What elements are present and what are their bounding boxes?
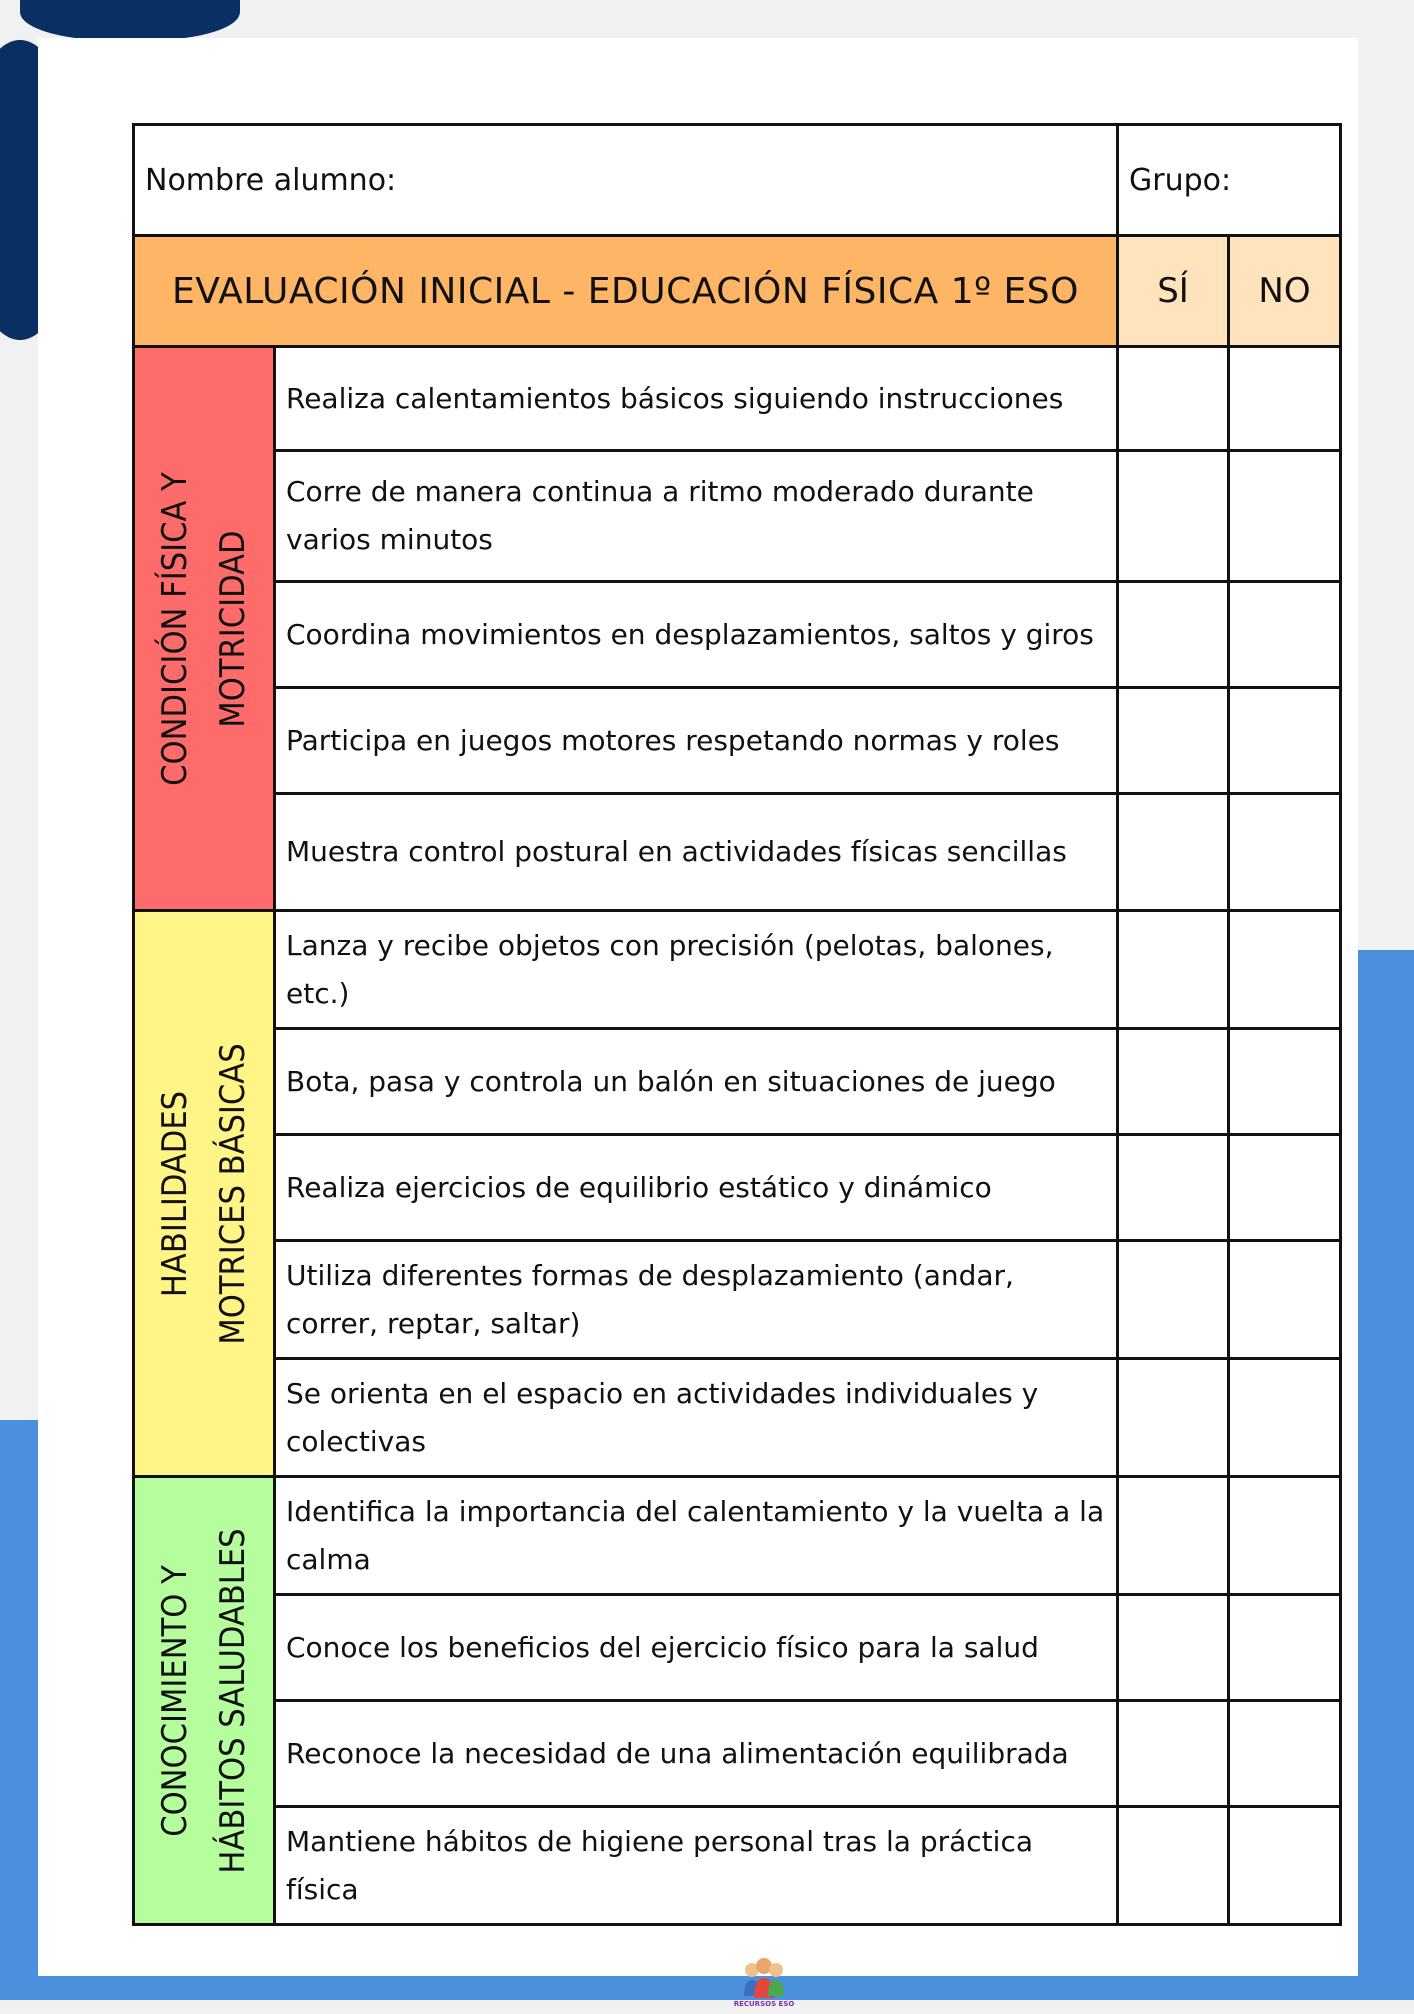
criterion-text: Conoce los beneficios del ejercicio físico para la salud xyxy=(275,1595,1118,1701)
criterion-text: Reconoce la necesidad de una alimentación equilibrada xyxy=(275,1701,1118,1807)
criterion-text: Mantiene hábitos de higiene personal tras la práctica física xyxy=(275,1807,1118,1925)
category-motor-skills xyxy=(134,911,275,1477)
category-label xyxy=(146,1528,262,1873)
student-info-row xyxy=(134,125,1341,236)
table-row xyxy=(134,794,1341,911)
yes-checkbox-cell[interactable] xyxy=(1118,1595,1229,1701)
category-label xyxy=(146,472,262,786)
no-checkbox-cell[interactable] xyxy=(1229,688,1341,794)
no-checkbox-cell[interactable] xyxy=(1229,1135,1341,1241)
yes-checkbox-cell[interactable] xyxy=(1118,1029,1229,1135)
category-label xyxy=(146,1043,262,1344)
category-label-line: MOTRICES BÁSICAS xyxy=(213,1042,253,1345)
student-name-label: Nombre alumno: xyxy=(145,162,397,198)
table-row xyxy=(134,1241,1341,1359)
category-healthy-habits xyxy=(134,1477,275,1925)
worksheet-page xyxy=(38,38,1358,2008)
no-checkbox-cell[interactable] xyxy=(1229,1029,1341,1135)
no-checkbox-cell[interactable] xyxy=(1229,911,1341,1029)
no-checkbox-cell[interactable] xyxy=(1229,1359,1341,1477)
criterion-text: Realiza calentamientos básicos siguiendo instrucciones xyxy=(275,347,1118,451)
criterion-text: Muestra control postural en actividades físicas sencillas xyxy=(275,794,1118,911)
yes-checkbox-cell[interactable] xyxy=(1118,1477,1229,1595)
yes-checkbox-cell[interactable] xyxy=(1118,688,1229,794)
recursos-eso-logo xyxy=(733,1956,795,2014)
ink-splash xyxy=(180,10,190,20)
category-label-line: CONOCIMIENTO Y xyxy=(155,1564,195,1837)
table-row xyxy=(134,911,1341,1029)
table-row xyxy=(134,1595,1341,1701)
table-row xyxy=(134,1029,1341,1135)
no-checkbox-cell[interactable] xyxy=(1229,582,1341,688)
no-checkbox-cell[interactable] xyxy=(1229,1241,1341,1359)
no-checkbox-cell[interactable] xyxy=(1229,1477,1341,1595)
no-checkbox-cell[interactable] xyxy=(1229,794,1341,911)
group-field[interactable] xyxy=(1118,125,1341,236)
no-checkbox-cell[interactable] xyxy=(1229,1701,1341,1807)
table-row xyxy=(134,347,1341,451)
no-checkbox-cell[interactable] xyxy=(1229,347,1341,451)
table-row xyxy=(134,688,1341,794)
yes-checkbox-cell[interactable] xyxy=(1118,451,1229,582)
no-column-header: NO xyxy=(1229,236,1341,347)
yes-checkbox-cell[interactable] xyxy=(1118,1807,1229,1925)
yes-checkbox-cell[interactable] xyxy=(1118,1241,1229,1359)
category-label-line: MOTRICIDAD xyxy=(213,529,253,728)
table-row xyxy=(134,451,1341,582)
category-label-line: CONDICIÓN FÍSICA Y xyxy=(155,471,195,786)
criterion-text: Utiliza diferentes formas de desplazamiento (andar, correr, reptar, saltar) xyxy=(275,1241,1118,1359)
category-label-line: HABILIDADES xyxy=(155,1090,195,1297)
criterion-text: Participa en juegos motores respetando normas y roles xyxy=(275,688,1118,794)
table-row xyxy=(134,1807,1341,1925)
evaluation-title: EVALUACIÓN INICIAL - EDUCACIÓN FÍSICA 1º ESO xyxy=(134,236,1118,347)
yes-checkbox-cell[interactable] xyxy=(1118,1359,1229,1477)
yes-checkbox-cell[interactable] xyxy=(1118,1701,1229,1807)
criterion-text: Lanza y recibe objetos con precisión (pelotas, balones, etc.) xyxy=(275,911,1118,1029)
ink-splash xyxy=(22,180,30,188)
no-checkbox-cell[interactable] xyxy=(1229,1807,1341,1925)
criterion-text: Identifica la importancia del calentamiento y la vuelta a la calma xyxy=(275,1477,1118,1595)
category-physical-condition xyxy=(134,347,275,911)
table-row xyxy=(134,582,1341,688)
table-row xyxy=(134,1701,1341,1807)
no-checkbox-cell[interactable] xyxy=(1229,451,1341,582)
evaluation-table xyxy=(132,123,1342,1926)
ink-splash xyxy=(20,0,240,40)
group-label: Grupo: xyxy=(1129,162,1232,198)
student-name-field[interactable] xyxy=(134,125,1118,236)
yes-checkbox-cell[interactable] xyxy=(1118,347,1229,451)
yes-column-header: SÍ xyxy=(1118,236,1229,347)
criterion-text: Se orienta en el espacio en actividades individuales y colectivas xyxy=(275,1359,1118,1477)
no-checkbox-cell[interactable] xyxy=(1229,1595,1341,1701)
title-row xyxy=(134,236,1341,347)
yes-checkbox-cell[interactable] xyxy=(1118,794,1229,911)
table-row xyxy=(134,1477,1341,1595)
category-label-line: HÁBITOS SALUDABLES xyxy=(213,1527,253,1874)
yes-checkbox-cell[interactable] xyxy=(1118,911,1229,1029)
criterion-text: Corre de manera continua a ritmo moderado durante varios minutos xyxy=(275,451,1118,582)
logo-text: RECURSOS ESO xyxy=(733,2000,795,2008)
ink-splash xyxy=(15,140,29,154)
criterion-text: Bota, pasa y controla un balón en situaciones de juego xyxy=(275,1029,1118,1135)
yes-checkbox-cell[interactable] xyxy=(1118,1135,1229,1241)
yes-checkbox-cell[interactable] xyxy=(1118,582,1229,688)
criterion-text: Coordina movimientos en desplazamientos, saltos y giros xyxy=(275,582,1118,688)
table-row xyxy=(134,1135,1341,1241)
table-row xyxy=(134,1359,1341,1477)
criterion-text: Realiza ejercicios de equilibrio estático y dinámico xyxy=(275,1135,1118,1241)
